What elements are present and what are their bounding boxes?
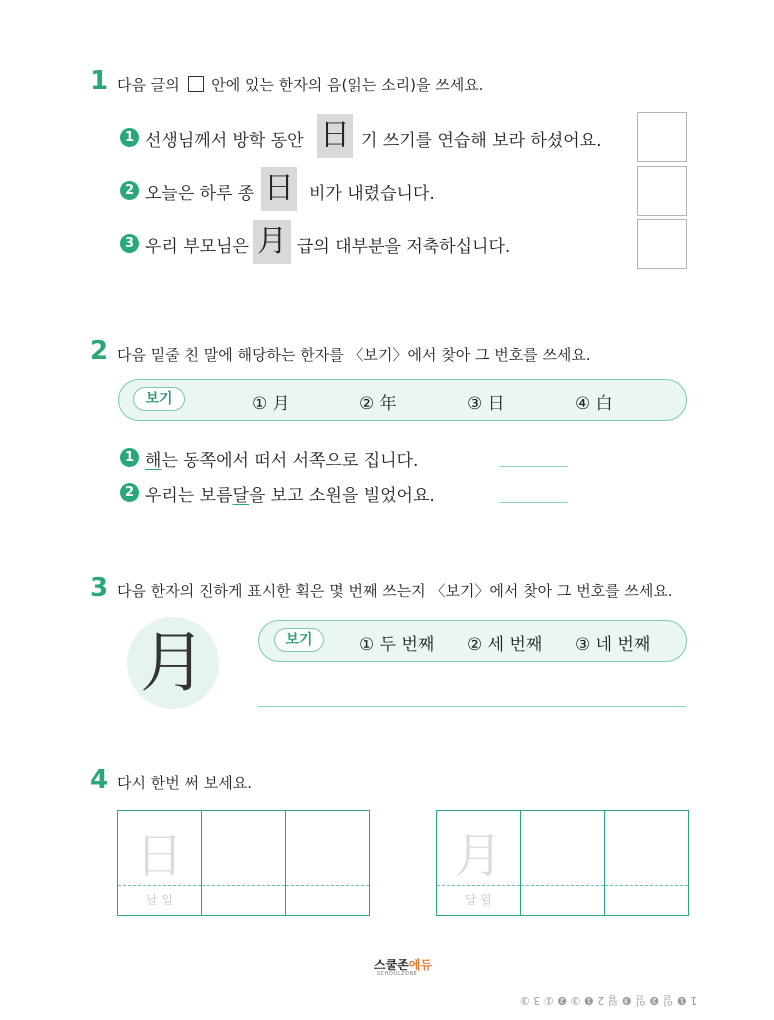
bogi-option-2: ② 세 번째 xyxy=(467,635,543,655)
bogi-option-4 xyxy=(575,389,613,414)
option-hanja: 白 xyxy=(595,394,613,414)
item-number: 1 xyxy=(120,128,139,147)
writing-grid-1 xyxy=(117,810,370,916)
item-number: 1 xyxy=(120,448,139,467)
guide-line xyxy=(286,885,369,886)
answer-line-2[interactable] xyxy=(500,502,568,503)
hanja-box: 日 xyxy=(317,114,353,158)
practice-cell[interactable] xyxy=(437,811,521,915)
instruction-pre: 다음 글의 xyxy=(117,76,180,94)
q1-item2-after: 비가 내렸습니다. xyxy=(309,184,435,204)
q1-item3-after: 급의 대부분을 저축하십니다. xyxy=(297,237,511,257)
answer-line-1[interactable] xyxy=(500,466,568,467)
question-1-number: 1 xyxy=(90,66,109,96)
bogi-option-1 xyxy=(252,389,290,414)
q2-item1-sentence xyxy=(145,446,418,471)
logo-text: 스쿨존 xyxy=(374,958,409,972)
practice-cell[interactable] xyxy=(202,811,286,915)
question-2-number: 2 xyxy=(90,336,109,366)
guide-line xyxy=(202,885,285,886)
answer-line-3[interactable] xyxy=(258,706,686,707)
practice-cell[interactable] xyxy=(118,811,202,915)
hanja-reading: 달 월 xyxy=(465,893,492,907)
bogi-label: 보기 xyxy=(133,387,185,411)
underlined-word: 해 xyxy=(145,451,162,471)
instruction-post: 안에 있는 한자의 음(읽는 소리)을 쓰세요. xyxy=(211,76,484,94)
practice-cell[interactable] xyxy=(605,811,688,915)
stroke-order-hanja: 月 xyxy=(140,624,206,701)
option-mark: ② xyxy=(359,394,375,414)
item-number: 2 xyxy=(120,181,139,200)
q1-item1-after: 기 쓰기를 연습해 보라 하셨어요. xyxy=(361,131,602,151)
question-4-instruction: 다시 한번 써 보세요. xyxy=(117,774,252,792)
sentence-pre: 우리는 보름 xyxy=(145,486,233,506)
item-number: 2 xyxy=(120,483,139,502)
trace-hanja: 日 xyxy=(135,828,184,884)
guide-line xyxy=(605,885,688,886)
q1-item3-before: 우리 부모님은 xyxy=(145,237,249,257)
q1-item2-before: 오늘은 하루 종 xyxy=(145,184,255,204)
guide-line xyxy=(521,885,604,886)
answer-box-2[interactable] xyxy=(637,166,687,216)
logo-accent: 에듀 xyxy=(408,958,432,972)
bogi-label: 보기 xyxy=(274,628,324,652)
bogi-option-3: ③ 네 번째 xyxy=(575,635,651,655)
answer-box-1[interactable] xyxy=(637,112,687,162)
question-3-number: 3 xyxy=(90,573,109,603)
option-mark: ① xyxy=(252,394,268,414)
underlined-word: 달 xyxy=(232,486,249,506)
practice-cell[interactable] xyxy=(286,811,369,915)
trace-hanja: 月 xyxy=(454,828,503,884)
question-3-instruction: 다음 한자의 진하게 표시한 획은 몇 번째 쓰는지 〈보기〉에서 찾아 그 번호를 쓰세요. xyxy=(117,582,673,600)
bogi-option-2 xyxy=(359,389,397,414)
logo-subtext: SCHOOLZONE xyxy=(377,971,418,977)
item-number: 3 xyxy=(120,234,139,253)
blank-square-icon xyxy=(188,76,204,92)
sentence-rest: 는 동쪽에서 떠서 서쪽으로 집니다. xyxy=(161,451,419,471)
option-hanja: 日 xyxy=(487,394,505,414)
writing-grid-2 xyxy=(436,810,689,916)
bogi-option-3 xyxy=(467,389,505,414)
practice-cell[interactable] xyxy=(521,811,605,915)
q1-item1-before: 선생님께서 방학 동안 xyxy=(145,131,304,151)
upside-down-answer-key: 1 ❶ 일 ❷ 일 ❸ 월 2 ❶ ③ ❷ ① 3 ③ xyxy=(520,994,698,1007)
option-mark: ③ xyxy=(467,394,483,414)
hanja-box: 月 xyxy=(253,220,291,264)
hanja-box: 日 xyxy=(261,167,297,211)
guide-line xyxy=(437,885,520,886)
hanja-reading: 날 일 xyxy=(146,893,173,907)
option-mark: ④ xyxy=(575,394,591,414)
sentence-rest: 을 보고 소원을 빌었어요. xyxy=(248,486,435,506)
question-2-instruction: 다음 밑줄 친 말에 해당하는 한자를 〈보기〉에서 찾아 그 번호를 쓰세요. xyxy=(117,346,591,364)
question-1-instruction xyxy=(117,74,483,95)
bogi-option-1: ① 두 번째 xyxy=(359,635,435,655)
option-hanja: 月 xyxy=(272,394,290,414)
option-hanja: 年 xyxy=(379,394,397,414)
q2-item2-sentence xyxy=(145,481,435,506)
answer-box-3[interactable] xyxy=(637,219,687,269)
guide-line xyxy=(118,885,201,886)
question-4-number: 4 xyxy=(90,765,109,795)
